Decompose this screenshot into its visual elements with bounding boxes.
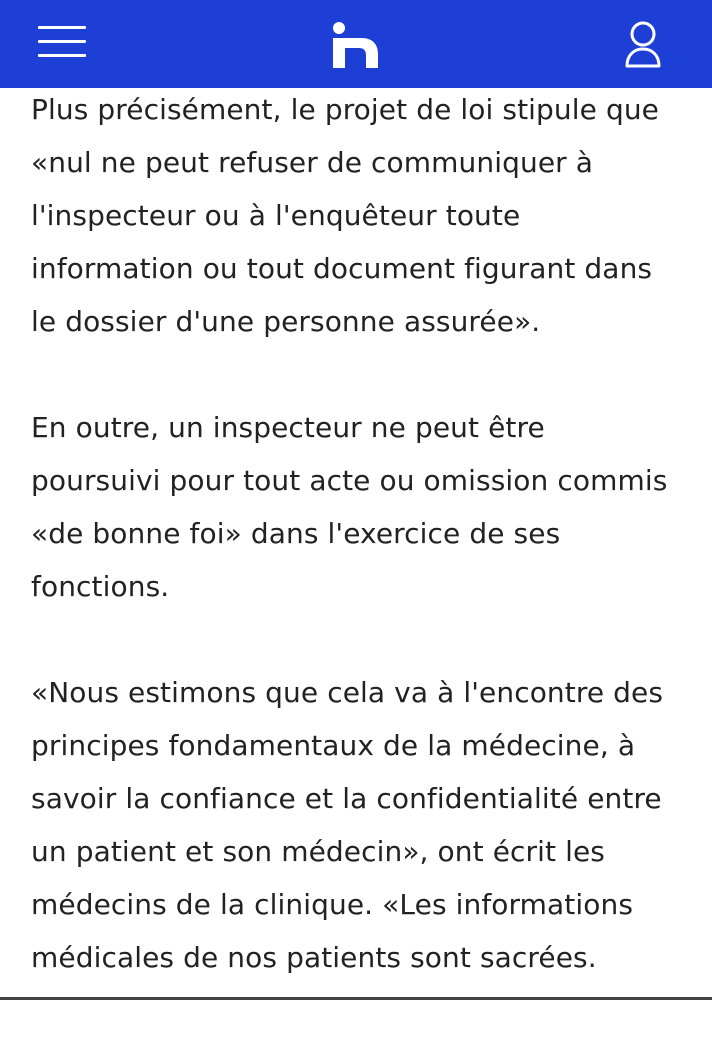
hamburger-icon-line <box>38 40 86 43</box>
paragraph: En outre, un inspecteur ne peut être poursuivi pour tout acte ou omission commis «de bonne foi» dans l'exercice de ses fonctions. <box>31 411 668 603</box>
site-header <box>0 0 712 88</box>
n-logo-icon[interactable] <box>326 20 386 70</box>
hamburger-icon-line <box>38 26 86 29</box>
n-logo-svg <box>326 20 386 70</box>
paragraph: Plus précisément, le projet de loi stipule que «nul ne peut refuser de communiquer à l'inspecteur ou à l'enquêteur toute information ou tout document figurant dans le dossier d'une personne assurée». <box>31 93 660 338</box>
paragraph: «Nous estimons que cela va à l'encontre des principes fondamentaux de la médecine, à savoir la confiance et la confidentialité entre un patient et son médecin», ont écrit les médecins de la clinique. «Les informations médicales de nos patients sont sacrées. <box>31 676 664 974</box>
article-body <box>31 83 681 1037</box>
menu-button[interactable] <box>34 22 90 62</box>
account-button[interactable] <box>618 18 668 70</box>
hamburger-icon-line <box>38 54 86 57</box>
user-icon <box>618 18 668 70</box>
